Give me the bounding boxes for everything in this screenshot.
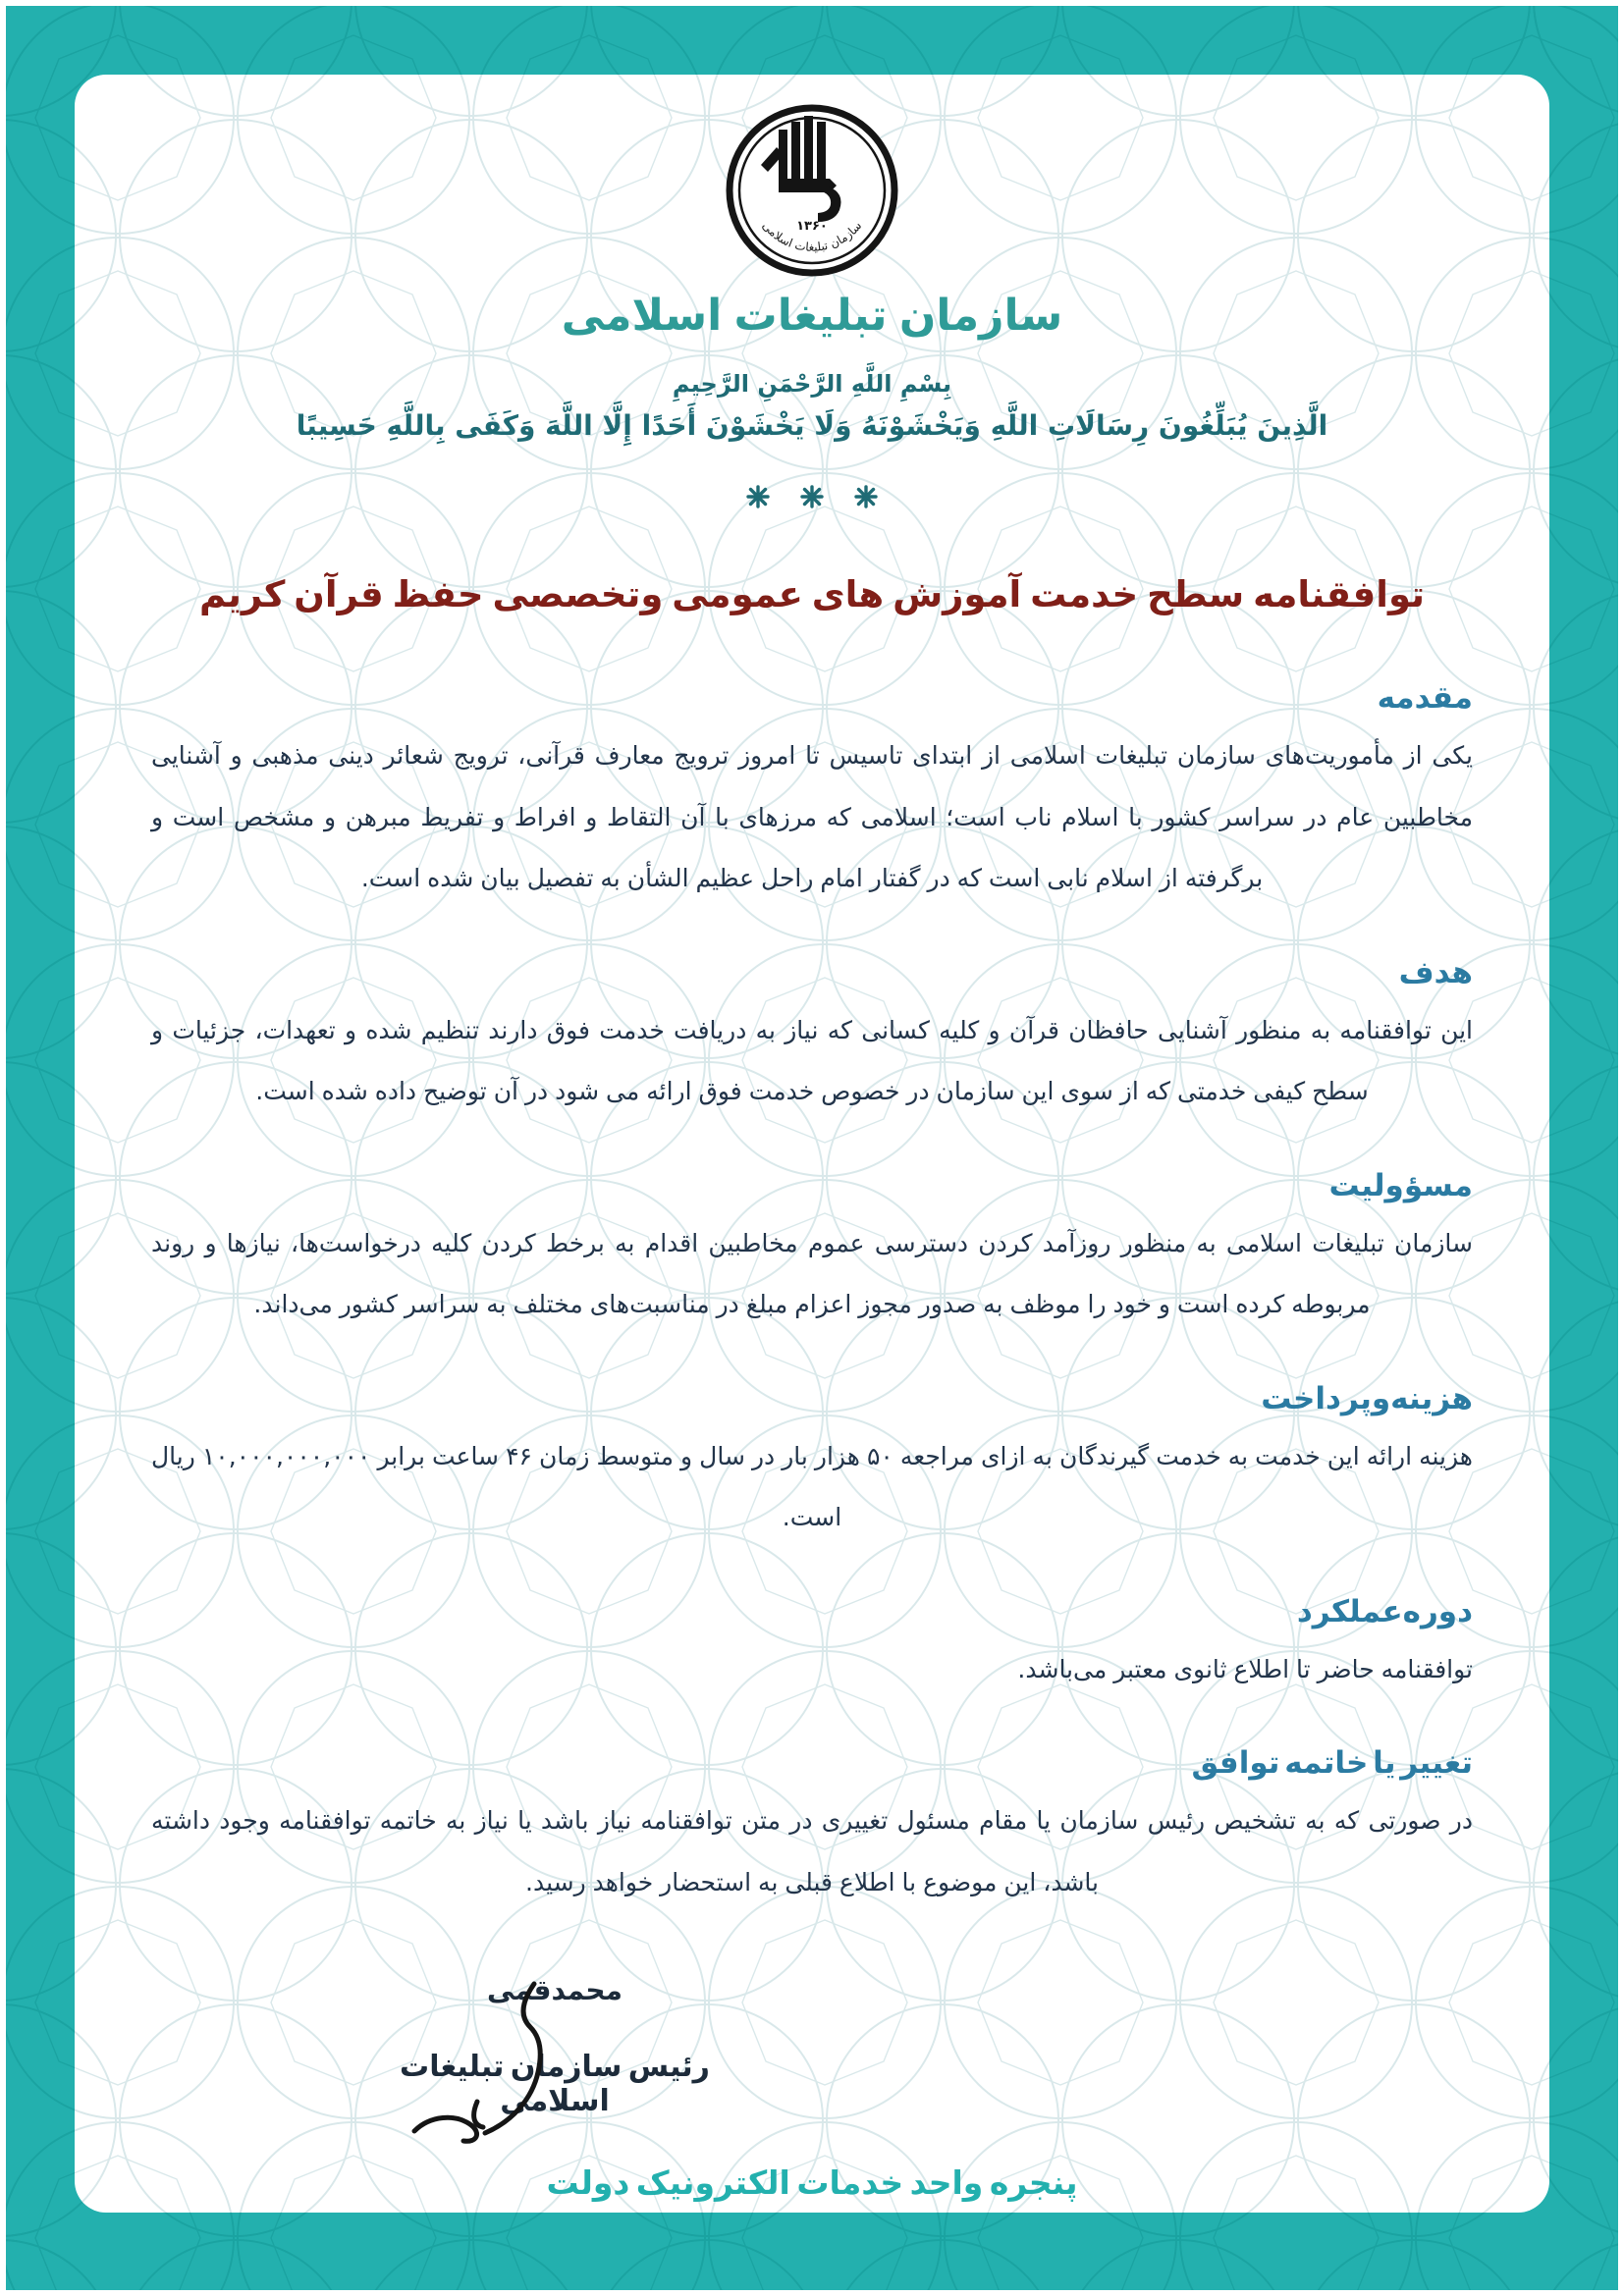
section-cost-payment: [151, 1381, 1473, 1549]
document-title: توافقنامه سطح خدمت آموزش های عمومی وتخصصی حفظ قرآن کریم: [198, 573, 1426, 615]
document-content: [75, 75, 1549, 2221]
section-heading: هزینه‌وپرداخت: [1261, 1380, 1473, 1416]
section-responsibility: [151, 1168, 1473, 1336]
section-body: در صورتی که به تشخیص رئیس سازمان یا مقام مسئول تغییری در متن توافقنامه نیاز باشد یا نیاز به خاتمه توافقنامه وجود داشته باشد، این موضوع با اطلاع قبلی به استحضار خواهد رسید.: [151, 1806, 1473, 1896]
bismillah-line: بِسْمِ اللَّهِ الرَّحْمَنِ الرَّحِيمِ: [672, 370, 952, 398]
signatory-role: رئیس سازمان تبلیغات اسلامی: [400, 2050, 710, 2118]
sections-container: [151, 680, 1473, 1913]
organization-calligraphy: سازمان تبلیغات اسلامی: [561, 291, 1063, 341]
section-body: توافقنامه حاضر تا اطلاع ثانوی معتبر می‌باشد.: [1017, 1654, 1473, 1683]
footer-egov-label: پنجره واحد خدمات الکترونیک دولت: [546, 2163, 1078, 2202]
quran-verse: الَّذِينَ يُبَلِّغُونَ رِسَالَاتِ اللَّهِ وَيَخْشَوْنَهُ وَلَا يَخْشَوْنَ أَحَدًا إِلَّا اللَّهَ وَكَفَى بِاللَّهِ حَسِيبًا: [296, 409, 1328, 442]
section-body: این توافقنامه به منظور آشنایی حافظان قرآن و کلیه کسانی که نیاز به دریافت خدمت فوق دارند تنظیم شده و تعهدات، جزئیات و سطح کیفی خدمتی که از سوی این سازمان در خصوص خدمت فوق ارائه می شود در آن توضیح داده شده است.: [151, 1015, 1473, 1105]
section-heading: دوره‌عملکرد: [1296, 1593, 1473, 1629]
emblem-year: ۱۳۶۰: [796, 219, 828, 234]
section-heading: هدف: [1398, 954, 1473, 990]
emblem-ring-text: سازمان تبلیغات اسلامی: [759, 218, 865, 254]
section-heading: مقدمه: [1377, 680, 1473, 716]
section-heading: تغییر یا خاتمه توافق: [1191, 1745, 1473, 1781]
signature-block: [344, 1974, 766, 2118]
section-heading: مسؤولیت: [1328, 1167, 1473, 1203]
three-stars-ornament-icon: [738, 481, 886, 512]
section-body: یکی از مأموریت‌های سازمان تبلیغات اسلامی از ابتدای تاسیس تا امروز ترویج معارف قرآنی، ترویج شعائر دینی مذهبی و آشنایی مخاطبین عام در سراسر کشور با اسلام ناب است؛ اسلامی که مرزهای با آن التقاط و افراط و تفریط مبرهن و مشخص است و برگرفته از اسلام نابی است که در گفتار امام راحل عظیم الشأن به تفصیل بیان شده است.: [151, 741, 1473, 892]
signatory-name: محمدقمی: [487, 1974, 623, 2006]
section-goal: [151, 955, 1473, 1123]
section-body: هزینه ارائه این خدمت به خدمت گیرندگان به ازای مراجعه ۵۰ هزار بار در سال و متوسط زمان ۴۶ ساعت برابر ۱۰,۰۰۰,۰۰۰,۰۰۰ ریال است.: [151, 1441, 1473, 1531]
section-performance-period: [151, 1594, 1473, 1701]
organization-emblem: [716, 98, 908, 283]
section-introduction: [151, 680, 1473, 910]
section-change-termination: [151, 1745, 1473, 1913]
section-body: سازمان تبلیغات اسلامی به منظور روزآمد کردن دسترسی عموم مخاطبین اقدام به برخط کردن کلیه درخواست‌ها، نیازها و روند مربوطه کرده است و خود را موظف به صدور مجوز اعزام مبلغ در مناسبت‌های مختلف به سراسر کشور می‌داند.: [151, 1228, 1473, 1318]
